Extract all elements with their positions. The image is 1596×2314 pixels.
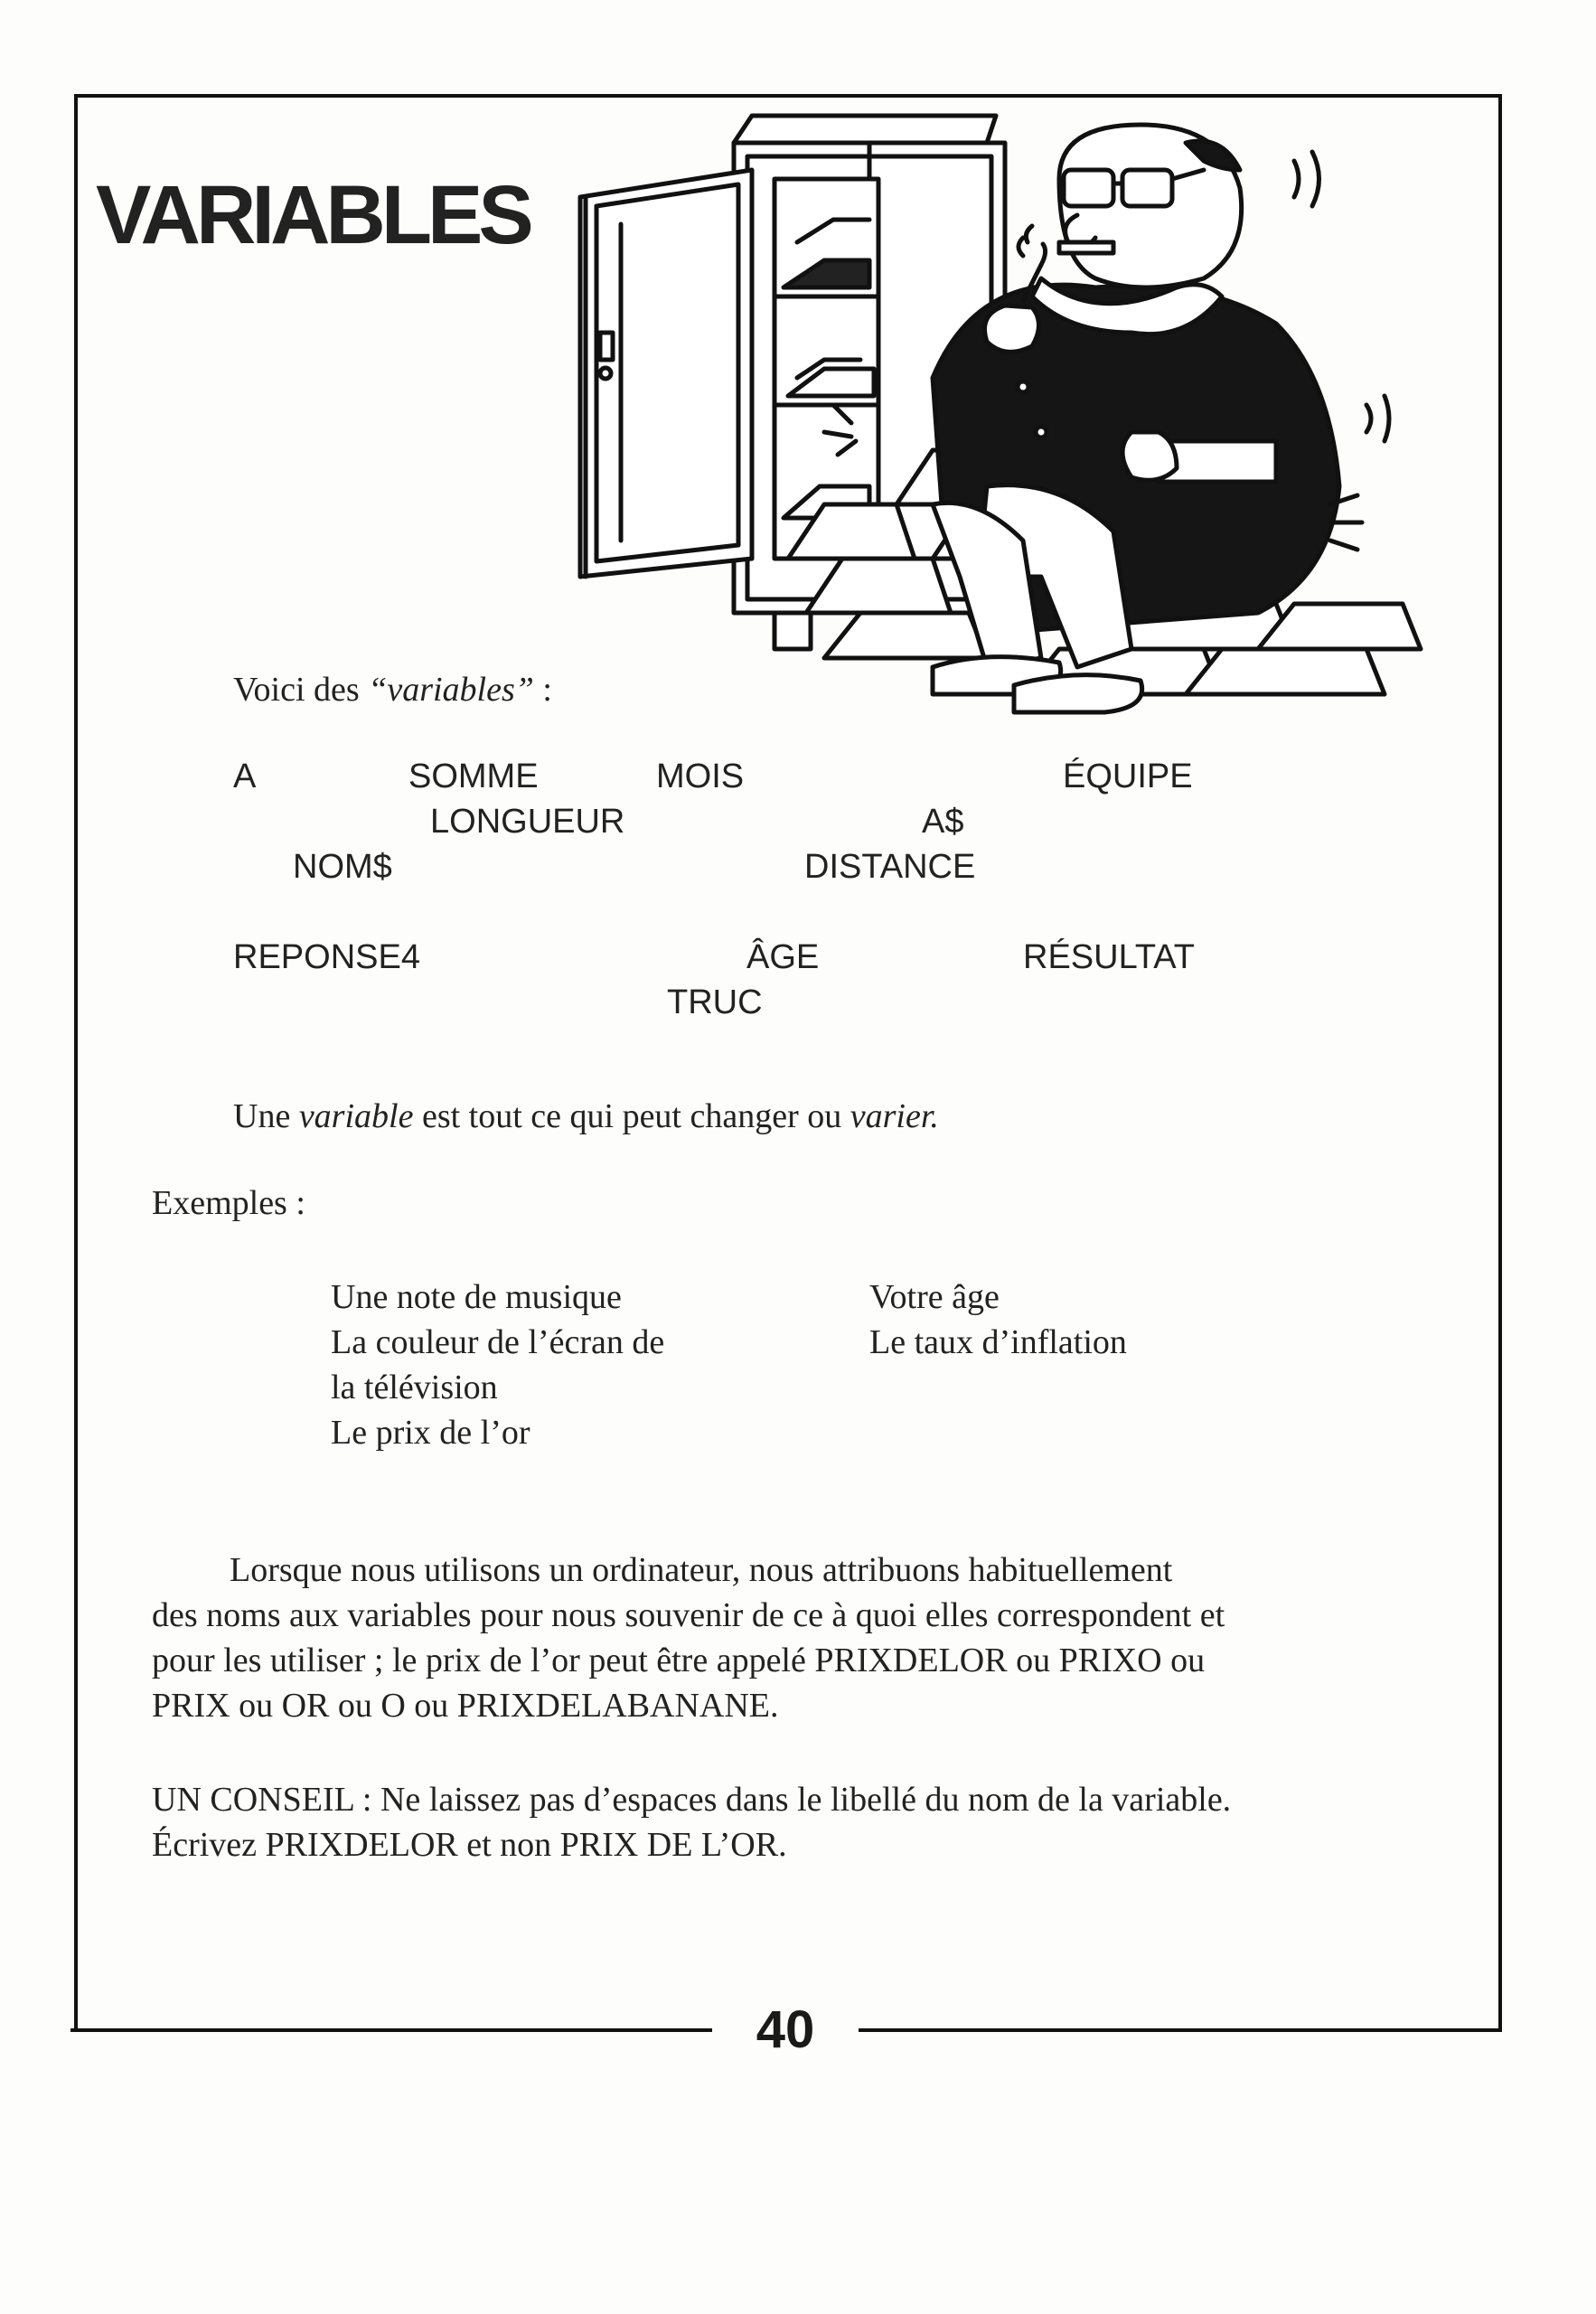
variable-name: RÉSULTAT [1023, 938, 1196, 976]
definition-line [233, 1094, 939, 1139]
variable-name: REPONSE4 [233, 938, 420, 976]
tip-line: UN CONSEIL : Ne laissez pas d’espaces dans le libellé du nom de la variable. [152, 1781, 1232, 1819]
definition-term: variable [298, 1097, 414, 1135]
example-item: Votre âge [869, 1278, 1000, 1316]
bottom-rule-right [859, 2028, 1502, 2032]
paragraph-line: des noms aux variables pour nous souvenir de ce à quoi elles correspondent et [152, 1596, 1225, 1634]
variable-name: ÂGE [746, 938, 820, 976]
intro-line [233, 667, 552, 712]
variable-name: ÉQUIPE [1063, 757, 1193, 795]
variable-name: SOMME [408, 757, 539, 795]
tip-line: Écrivez PRIXDELOR et non PRIX DE L’OR. [152, 1826, 787, 1864]
rich-man-safe-illustration [553, 107, 1457, 739]
variable-name: A$ [922, 803, 964, 841]
page-title: VARIABLES [96, 169, 530, 261]
examples-label: Exemples : [152, 1184, 305, 1222]
intro-prefix: Voici des [233, 671, 369, 709]
bottom-rule-left [70, 2028, 712, 2032]
intro-quoted-term: “variables” [368, 671, 534, 709]
example-item: Le taux d’inflation [869, 1323, 1127, 1361]
explanation-paragraph [152, 1547, 1435, 1728]
tip-paragraph [152, 1777, 1435, 1867]
examples-left-column [331, 1275, 664, 1455]
example-item: Le prix de l’or [331, 1414, 530, 1452]
example-item: Une note de musique [331, 1278, 622, 1316]
paragraph-line: Lorsque nous utilisons un ordinateur, nous attribuons habituellement [230, 1551, 1173, 1589]
page-number: 40 [756, 2000, 815, 2059]
example-item: La couleur de l’écran de [331, 1323, 665, 1361]
variable-name: A [233, 757, 257, 795]
definition-part: Une [233, 1097, 299, 1135]
variable-name: NOM$ [293, 848, 392, 886]
paragraph-line: pour les utiliser ; le prix de l’or peut être appelé PRIXDELOR ou PRIXO ou [152, 1641, 1206, 1679]
definition-part: est tout ce qui peut changer ou [413, 1097, 850, 1135]
variable-name: TRUC [667, 983, 763, 1021]
variable-name: DISTANCE [804, 848, 976, 886]
intro-suffix: : [533, 671, 552, 709]
variable-name: MOIS [656, 757, 745, 795]
definition-term: varier. [850, 1097, 939, 1135]
example-item: la télévision [331, 1369, 498, 1406]
variable-name: LONGUEUR [430, 803, 625, 841]
examples-right-column [869, 1275, 1127, 1365]
paragraph-line: PRIX ou OR ou O ou PRIXDELABANANE. [152, 1687, 779, 1725]
